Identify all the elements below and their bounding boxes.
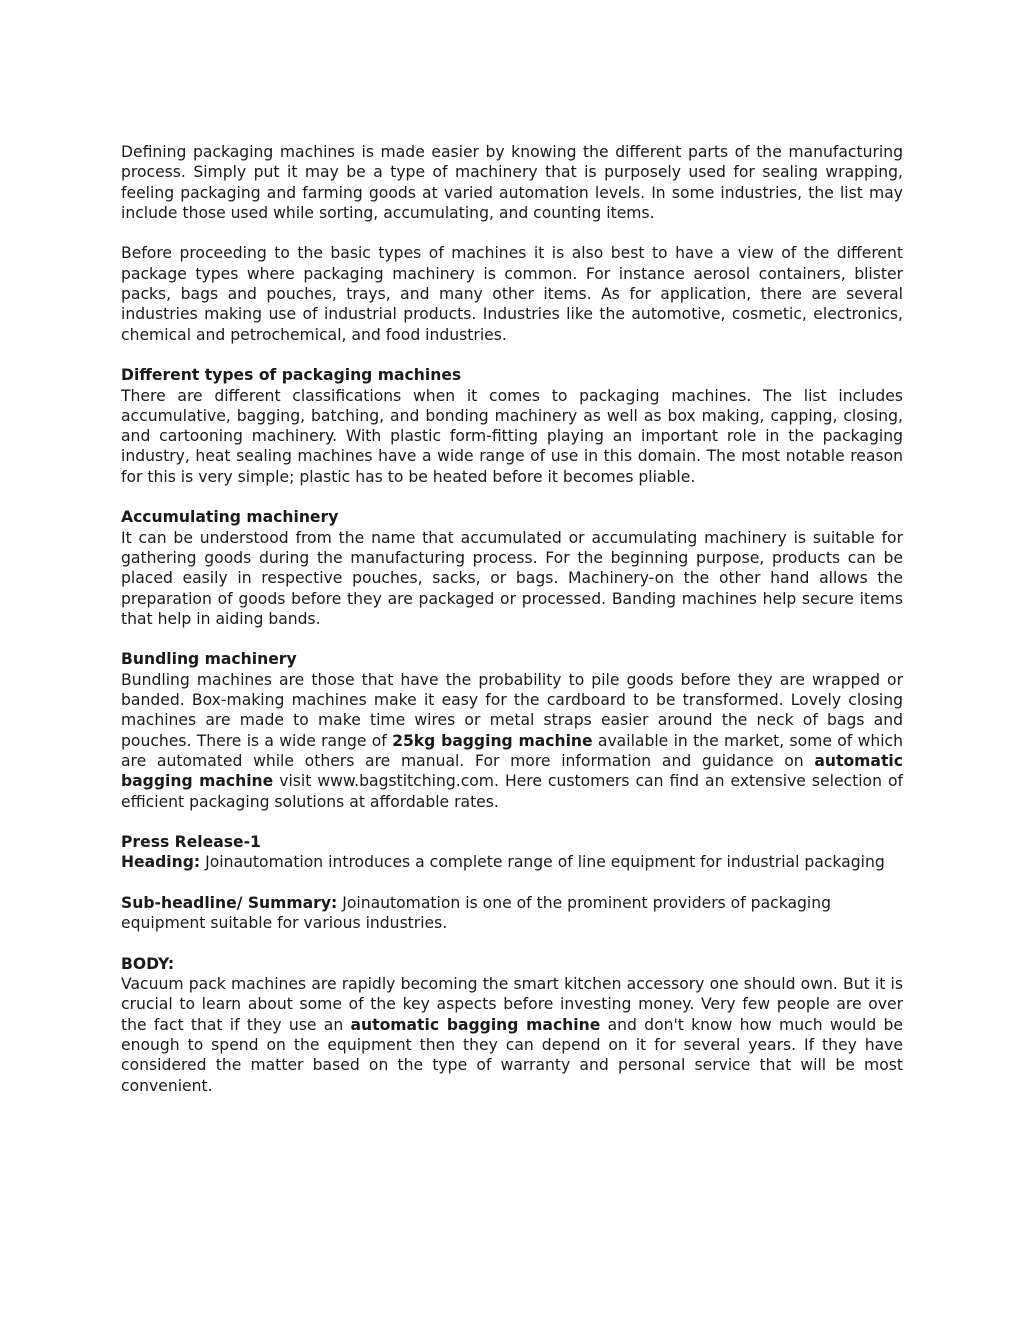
press-heading-label: Heading: [121,853,201,872]
press-body-text-a: Vacuum pack machines are rapidly becoming the smart kitchen accessory one should own. But it is crucial to learn about some of the key aspects before investing money. Very few people are over the fact that if they use an [121,975,903,1034]
press-body-label: BODY: [121,954,175,973]
section-heading-bundling: Bundling machinery [121,650,297,669]
section-body-bundling-a: Bundling machines are those that have the probability to pile goods before they are wrapped or banded. Box-making machines make it easy for the cardboard to be transformed. Lovely closing machines are made to make time wires or metal straps easier around the neck of bags and pouches. There is a wide range of [121,670,903,750]
section-body-accumulating: It can be understood from the name that accumulated or accumulating machinery is suitable for gathering goods during the manufacturing process. For the beginning purpose, products can be placed easily in respective pouches, sacks, or bags. Machinery-on the other hand allows the preparation of goods before they are packaged or processed. Banding machines help secure items that help in aiding bands. [121,528,903,628]
press-keyword-automatic-bagging-machine: automatic bagging machine [350,1015,601,1034]
section-body-packaging-types: There are different classifications when it comes to packaging machines. The list includes accumulative, bagging, batching, and bonding machinery as well as box making, capping, closing, and cartooning machinery. With plastic form-fitting playing an important role in the packaging industry, heat sealing machines have a wide range of use in this domain. The most notable reason for this is very simple; plastic has to be heated before it becomes pliable. [121,386,903,486]
section-heading-accumulating: Accumulating machinery [121,508,339,527]
section-body-bundling-b: available in the market, some of which are automated while others are manual. For more information and guidance on [121,731,904,770]
keyword-25kg-bagging-machine: 25kg bagging machine [392,731,593,750]
section-heading-packaging-types: Different types of packaging machines [121,366,462,385]
press-body-block [121,954,903,1096]
intro-paragraph: Defining packaging machines is made easier by knowing the different parts of the manufacturing process. Simply put it may be a type of machinery that is purposely used for sealing wrapping, feeling packaging and farming goods at varied automation levels. In some industries, the list may include those used while sorting, accumulating, and counting items. [121,143,903,222]
section-bundling [121,649,903,811]
section-packaging-types [121,365,903,487]
document-page [121,142,903,1116]
press-subheadline-text: Joinautomation is one of the prominent providers of packaging equipment suitable for various industries. [121,893,832,933]
press-heading-text: Joinautomation introduces a complete range of line equipment for industrial packaging [200,853,885,872]
press-release-heading-block [121,832,903,873]
press-release-title: Press Release-1 [121,833,261,852]
section-body-bundling-c: visit www.bagstitching.com. Here customers can find an extensive selection of efficient packaging solutions at affordable rates. [121,772,904,811]
press-subheadline-block [121,893,903,934]
keyword-automatic-bagging-machine: automatic bagging machine [121,751,903,791]
press-body-text-b: and don't know how much would be enough to spend on the equipment then they can depend on it for several years. If they have considered the matter based on the type of warranty and personal service that will be most convenient. [121,1015,903,1095]
package-types-paragraph: Before proceeding to the basic types of machines it is also best to have a view of the different package types where packaging machinery is common. For instance aerosol containers, blister packs, bags and pouches, trays, and many other items. As for application, there are several industries making use of industrial products. Industries like the automotive, cosmetic, electronics, chemical and petrochemical, and food industries. [121,244,903,344]
section-accumulating [121,507,903,629]
press-subheadline-label: Sub-headline/ Summary: [121,893,338,912]
